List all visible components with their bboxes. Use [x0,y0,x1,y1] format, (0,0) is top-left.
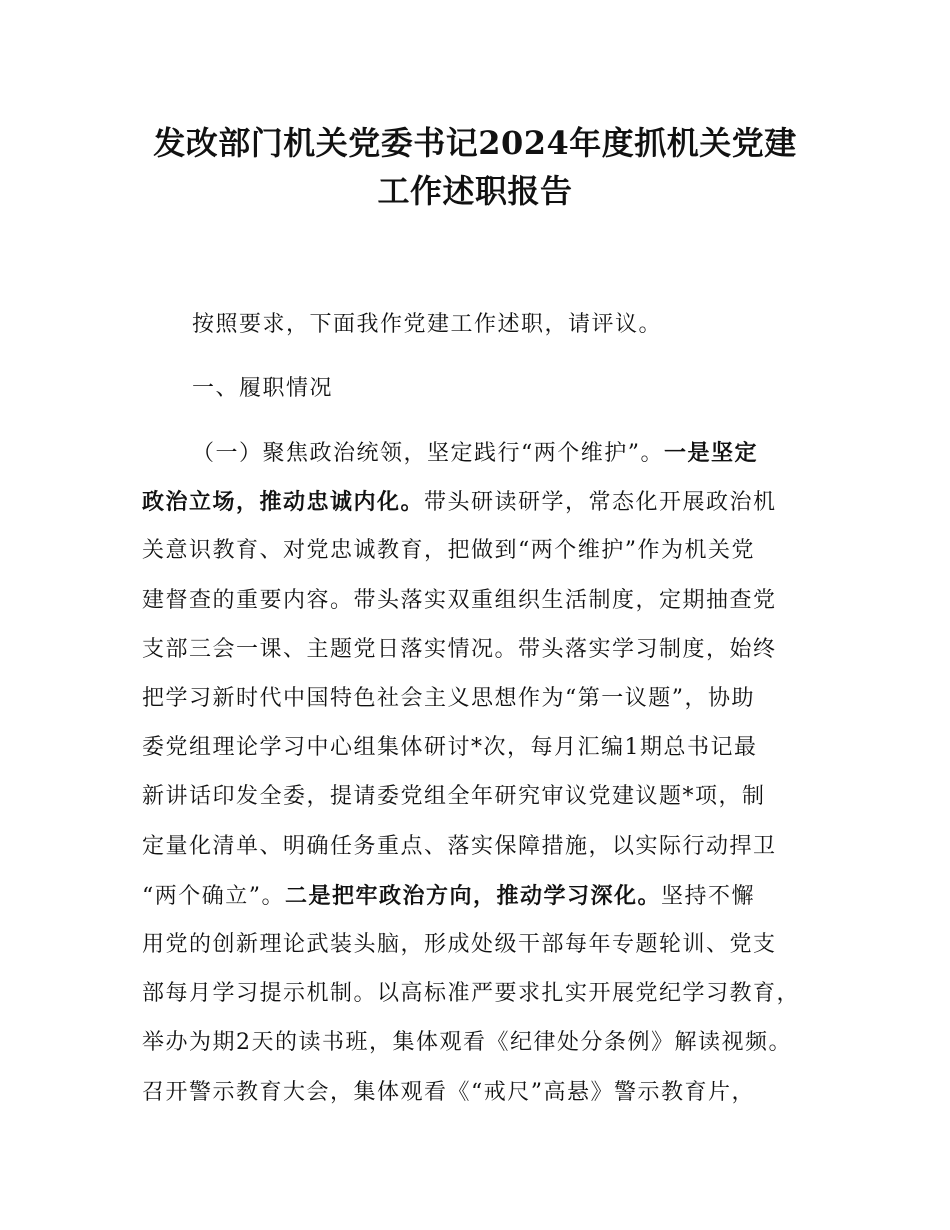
intro-paragraph: 按照要求，下面我作党建工作述职，请评议。 [192,312,663,337]
body-line [142,536,755,566]
body-text: 召开警示教育大会，集体观看《“戒尺”高悬》警示教育片， [142,1079,755,1105]
body-text: 部每月学习提示机制。以高标准严要求扎实开展党纪学习教育， [142,981,801,1007]
body-line [142,586,777,616]
body-line [142,684,755,714]
bold-text: 一是坚定 [664,440,759,466]
body-line [142,881,755,912]
body-text: 用党的创新理论武装头脑，形成处级干部每年专题轮训、党支 [142,932,777,957]
document-title-line-2: 工作述职报告 [377,172,573,210]
body-line [142,979,800,1009]
body-text: 带头研读研学，常态化开展政治机 [424,490,777,516]
body-line [142,1028,792,1058]
body-text: 建督查的重要内容。带头落实双重组织生活制度，定期抽查党 [142,587,777,613]
body-text: 新讲话印发全委，提请委党组全年研究审议党建议题*项，制 [142,784,766,810]
body-text: 委党组理论学习中心组集体研讨*次，每月汇编1期总书记最 [142,735,758,761]
document-title-line-1: 发改部门机关党委书记2024年度抓机关党建 [153,124,797,162]
body-line [142,1078,755,1108]
body-text: 举办为期2天的读书班，集体观看《纪律处分条例》解读视频。 [142,1030,792,1056]
body-line [142,930,777,960]
bold-text: 二是把牢政治方向，推动学习深化。 [285,882,662,909]
body-text: 定量化清单、明确任务重点、落实保障措施，以实际行动捍卫 [142,833,777,859]
section-heading: 一、履职情况 [192,376,334,401]
body-line [142,832,777,862]
body-line [142,733,758,763]
body-text: 关意识教育、对党忠诚教育，把做到“两个维护”作为机关党 [142,538,755,564]
body-text: 把学习新时代中国特色社会主义思想作为“第一议题”，协助 [142,686,755,711]
body-line [142,487,777,518]
body-text: （一）聚焦政治统领，坚定践行“两个维护”。 [192,441,664,466]
body-text: “两个确立”。 [142,883,285,909]
body-line [142,782,766,812]
body-text: 坚持不懈 [661,883,756,909]
body-text: 支部三会一课、主题党日落实情况。带头落实学习制度，始终 [142,636,777,662]
body-line [192,438,758,469]
bold-text: 政治立场，推动忠诚内化。 [142,489,425,516]
body-line [142,635,777,665]
